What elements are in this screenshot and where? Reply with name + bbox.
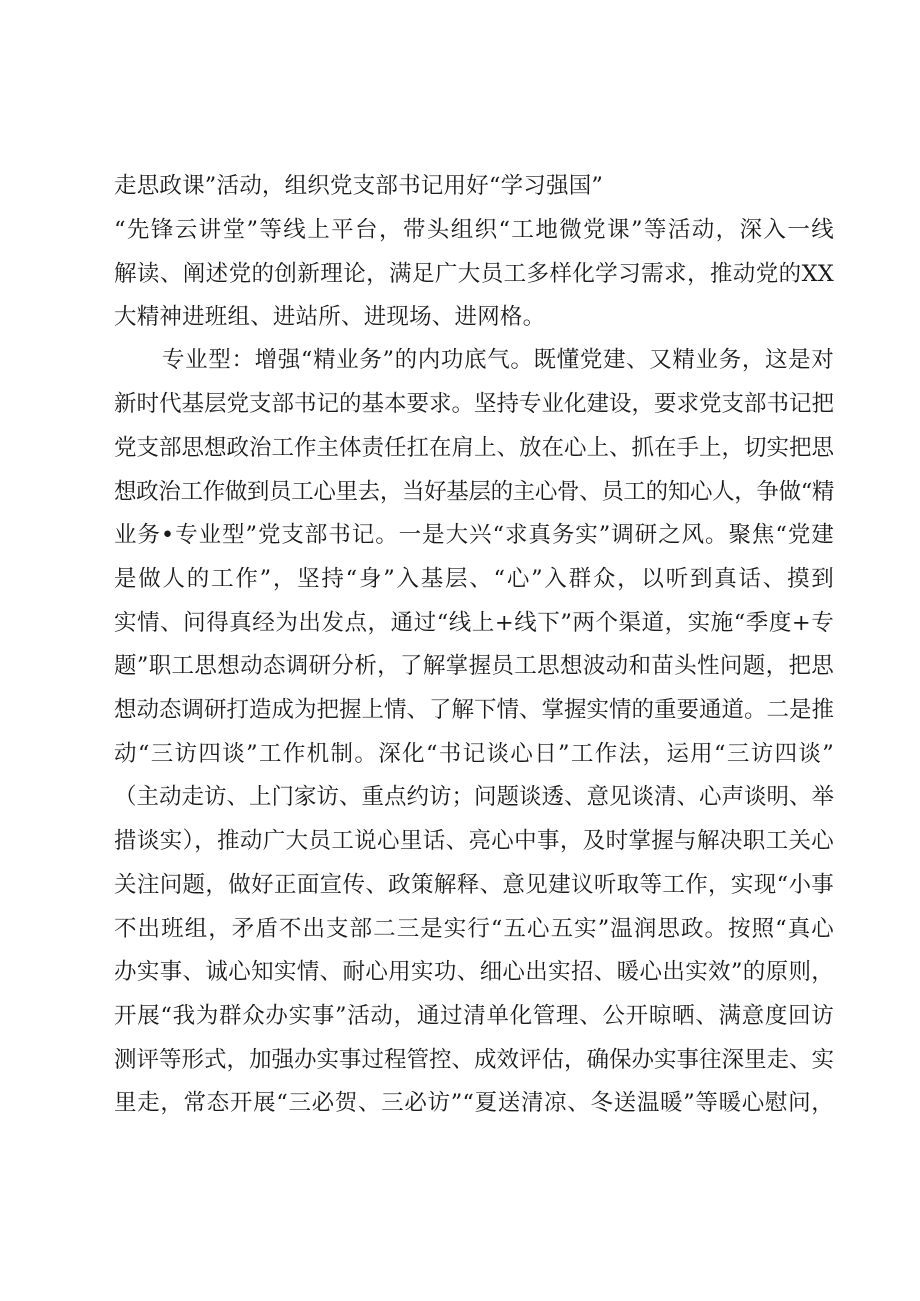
text-line: 开展“我为群众办实事”活动，通过清单化管理、公开晾晒、满意度回访 bbox=[114, 1003, 834, 1029]
text-line: 想政治工作做到员工心里去，当好基层的主心骨、员工的知心人，争做“精 bbox=[114, 479, 834, 505]
text-line: 走思政课”活动，组织党支部书记用好“学习强国” bbox=[114, 173, 604, 199]
text-line: 实情、问得真经为出发点，通过“线上+线下”两个渠道，实施“季度+专 bbox=[114, 610, 834, 636]
text-line: 里走，常态开展“三必贺、三必访”“夏送清凉、冬送温暖”等暖心慰问， bbox=[114, 1090, 834, 1116]
text-line: 测评等形式，加强办实事过程管控、成效评估，确保办实事往深里走、实 bbox=[114, 1047, 835, 1073]
text-line: 新时代基层党支部书记的基本要求。坚持专业化建设，要求党支部书记把 bbox=[114, 391, 835, 417]
text-line: 关注问题，做好正面宣传、政策解释、意见建议听取等工作，实现“小事 bbox=[114, 872, 834, 898]
text-line: 业务•专业型”党支部书记。一是大兴“求真务实”调研之风。聚焦“党建 bbox=[114, 522, 834, 548]
text-line: “先锋云讲堂”等线上平台，带头组织“工地微党课”等活动，深入一线 bbox=[114, 217, 834, 243]
text-line: 题”职工思想动态调研分析，了解掌握员工思想波动和苗头性问题，把思 bbox=[114, 653, 834, 679]
text-line: 想动态调研打造成为把握上情、了解下情、掌握实情的重要通道。二是推 bbox=[114, 697, 835, 723]
text-line: 措谈实），推动广大员工说心里话、亮心中事，及时掌握与解决职工关心 bbox=[114, 828, 834, 854]
text-line: 党支部思想政治工作主体责任扛在肩上、放在心上、抓在手上，切实把思 bbox=[114, 435, 835, 461]
text-line: 办实事、诚心知实情、耐心用实功、细心出实招、暖心出实效”的原则， bbox=[114, 959, 834, 985]
text-line: （主动走访、上门家访、重点约访；问题谈透、意见谈清、心声谈明、举 bbox=[114, 784, 835, 810]
text-line: 大精神进班组、进站所、进现场、进网格。 bbox=[114, 304, 546, 330]
text-line: 是做人的工作”，坚持“身”入基层、“心”入群众，以听到真话、摸到 bbox=[114, 566, 834, 592]
text-line: 解读、阐述党的创新理论，满足广大员工多样化学习需求，推动党的XX bbox=[114, 261, 834, 287]
paragraph-first-line: 专业型：增强“精业务”的内功底气。既懂党建、又精业务，这是对 bbox=[162, 347, 834, 373]
text-line: 不出班组，矛盾不出支部二三是实行“五心五实”温润思政。按照“真心 bbox=[114, 916, 834, 942]
text-line: 动“三访四谈”工作机制。深化“书记谈心日”工作法，运用“三访四谈” bbox=[114, 741, 834, 767]
